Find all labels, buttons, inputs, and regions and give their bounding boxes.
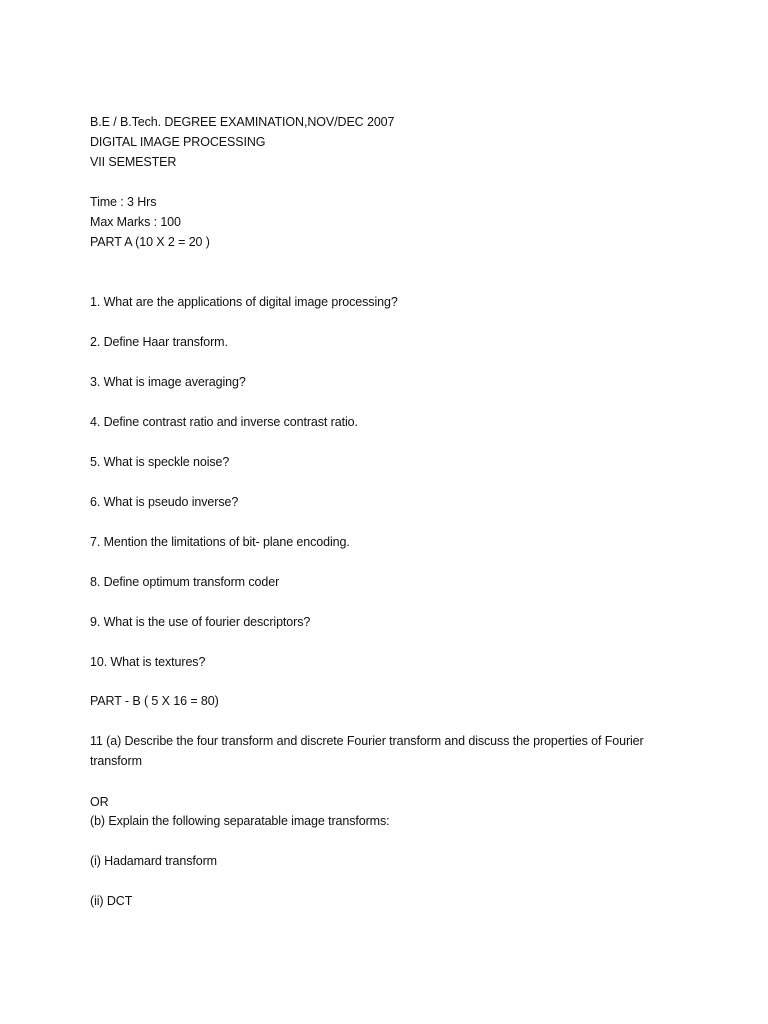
- question-4: 4. Define contrast ratio and inverse contrast ratio.: [90, 415, 358, 429]
- or-separator: OR: [90, 795, 109, 809]
- question-11a: 11 (a) Describe the four transform and discrete Fourier transform and discuss the properties of Fourier transform: [90, 734, 644, 768]
- question-9: 9. What is the use of fourier descriptors?: [90, 615, 311, 629]
- time-label: Time : 3 Hrs: [90, 195, 157, 209]
- question-1: 1. What are the applications of digital image processing?: [90, 295, 398, 309]
- question-8: 8. Define optimum transform coder: [90, 575, 280, 589]
- question-2: 2. Define Haar transform.: [90, 335, 228, 349]
- question-11b-i: (i) Hadamard transform: [90, 854, 217, 868]
- semester-label: VII SEMESTER: [90, 155, 177, 169]
- question-11b: (b) Explain the following separatable image transforms:: [90, 814, 390, 828]
- subject-title: DIGITAL IMAGE PROCESSING: [90, 135, 266, 149]
- degree-title: B.E / B.Tech. DEGREE EXAMINATION,NOV/DEC 2007: [90, 115, 395, 129]
- part-a-heading: PART A (10 X 2 = 20 ): [90, 235, 210, 249]
- part-b-heading: PART - B ( 5 X 16 = 80): [90, 694, 219, 708]
- question-10: 10. What is textures?: [90, 655, 206, 669]
- question-3: 3. What is image averaging?: [90, 375, 246, 389]
- question-11b-ii: (ii) DCT: [90, 894, 133, 908]
- max-marks-label: Max Marks : 100: [90, 215, 181, 229]
- question-5: 5. What is speckle noise?: [90, 455, 230, 469]
- question-7: 7. Mention the limitations of bit- plane encoding.: [90, 535, 350, 549]
- question-6: 6. What is pseudo inverse?: [90, 495, 239, 509]
